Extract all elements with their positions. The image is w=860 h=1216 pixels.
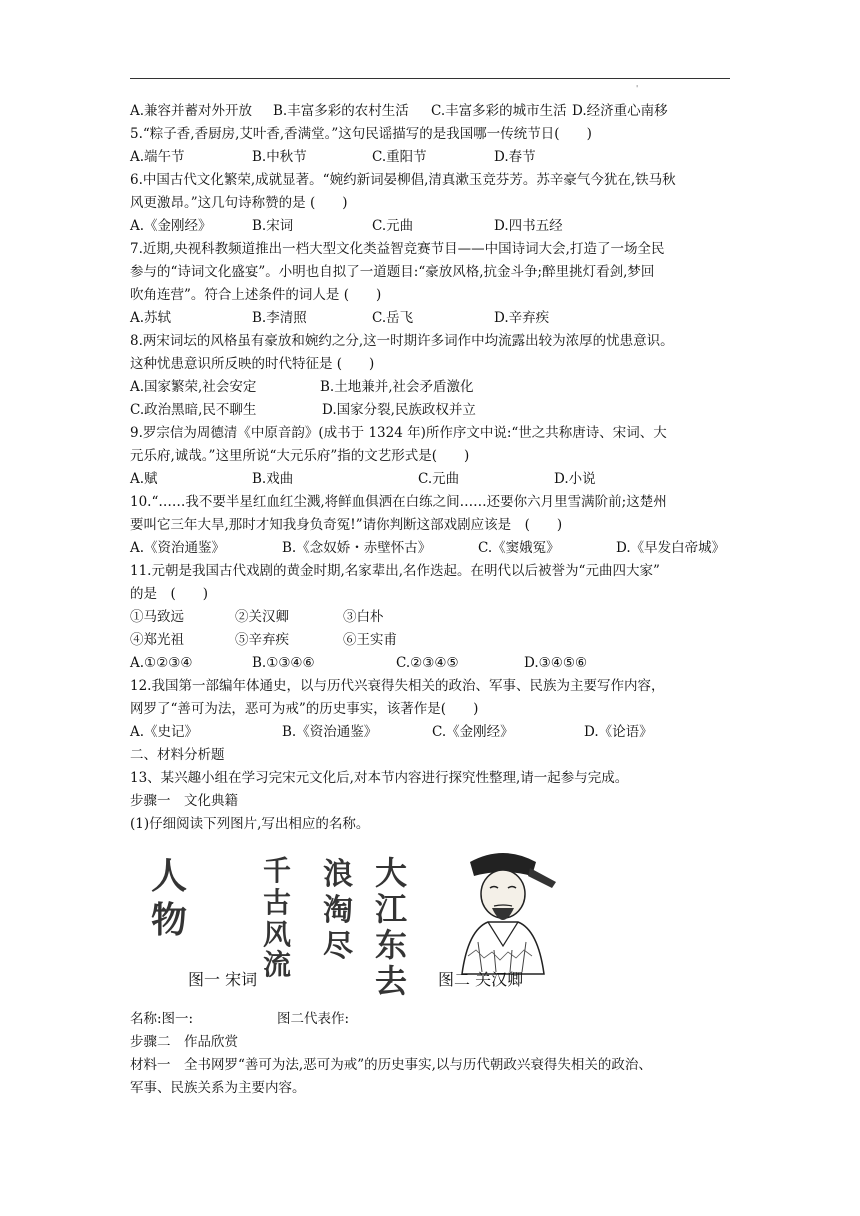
- figure1-name-label: 名称:图一:: [130, 1011, 194, 1027]
- step1-title: 步骤一 文化典籍: [130, 793, 238, 809]
- q11-option-b: B.①③④⑥: [252, 655, 315, 671]
- q6-option-b: B.宋词: [252, 218, 294, 234]
- q6-options: [130, 215, 740, 238]
- calligraphy-column-4: 人 物: [151, 855, 188, 941]
- q7-stem-line3: 吹角连营”。符合上述条件的词人是 ( ): [130, 287, 382, 303]
- calligraphy-column-2: 浪 淘 尽: [323, 857, 353, 964]
- q10-option-a: A.《资治通鉴》: [130, 540, 226, 556]
- q11-items-row2: [130, 629, 740, 652]
- q4-option-b: B.丰富多彩的农村生活: [273, 103, 409, 119]
- header-rule: [130, 78, 730, 79]
- q12-option-a: A.《史记》: [130, 724, 199, 740]
- question-content: [130, 100, 740, 1100]
- q9-option-c: C.元曲: [418, 471, 460, 487]
- q7-option-a: A.苏轼: [130, 310, 172, 326]
- q11-item-3: ③白朴: [343, 609, 384, 625]
- q4-option-a: A.兼容并蓄对外开放: [130, 103, 253, 119]
- q6-stem-line1: 6.中国古代文化繁荣,成就显著。“婉约新词晏柳倡,清真漱玉竞芬芳。苏辛豪气今犹在,铁马秋: [130, 172, 676, 188]
- q13-stem: 13、某兴趣小组在学习完宋元文化后,对本节内容进行探究性整理,请一起参与完成。: [130, 770, 629, 786]
- q12-option-d: D.《论语》: [584, 724, 653, 740]
- figure1-caption: 图一 宋词: [188, 970, 258, 989]
- q6-option-a: A.《金刚经》: [130, 218, 212, 234]
- q8-stem-line2: 这种忧患意识所反映的时代特征是 ( ): [130, 356, 375, 372]
- q5-option-b: B.中秋节: [252, 149, 307, 165]
- header-mark: ': [636, 84, 639, 93]
- q7-option-c: C.岳飞: [372, 310, 414, 326]
- q9-option-a: A.赋: [130, 471, 158, 487]
- q9-option-b: B.戏曲: [252, 471, 294, 487]
- q10-stem-line2: 要叫它三年大旱,那时才知我身负奇冤!”请你判断这部戏剧应该是 ( ): [130, 517, 563, 533]
- q7-option-d: D.辛弃疾: [494, 310, 550, 326]
- names-line: [130, 1008, 740, 1031]
- q12-stem-line2: 网罗了“善可为法，恶可为戒”的历史事实，该著作是( ): [130, 701, 479, 717]
- q10-option-c: C.《窦娥冤》: [478, 540, 560, 556]
- q11-option-a: A.①②③④: [130, 655, 193, 671]
- figures-area: [130, 846, 740, 1008]
- q8-option-a: A.国家繁荣,社会安定: [130, 379, 257, 395]
- figure2-caption: 图二 关汉卿: [438, 970, 524, 989]
- q9-option-d: D.小说: [554, 471, 596, 487]
- q10-option-b: B.《念奴娇・赤壁怀古》: [282, 540, 432, 556]
- calligraphy-text: 大 江 东 去: [375, 854, 408, 1000]
- q7-stem-line2: 参与的“诗词文化盛宴”。小明也自拟了一道题目:“豪放风格,抗金斗争;醉里挑灯看剑,梦回: [130, 264, 655, 280]
- q11-item-1: ①马致远: [130, 609, 184, 625]
- q6-option-d: D.四书五经: [494, 218, 563, 234]
- q11-stem-line1: 11.元朝是我国古代戏剧的黄金时期,名家辈出,名作迭起。在明代以后被誉为“元曲四大家”: [130, 563, 660, 579]
- q4-options: [130, 100, 740, 123]
- q4-option-c: C.丰富多彩的城市生活: [431, 103, 567, 119]
- q8-option-c: C.政治黑暗,民不聊生: [130, 402, 257, 418]
- q7-stem-line1: 7.近期,央视科教频道推出一档大型文化类益智竞赛节目——中国诗词大会,打造了一场全民: [130, 241, 665, 257]
- q10-option-d: D.《早发白帝城》: [616, 540, 726, 556]
- q4-option-d: D.经济重心南移: [572, 103, 668, 119]
- q11-options: [130, 652, 740, 675]
- q7-option-b: B.李清照: [252, 310, 307, 326]
- q8-options-row1: [130, 376, 740, 399]
- q8-options-row2: [130, 399, 740, 422]
- figure2-work-label: 图二代表作:: [277, 1011, 350, 1027]
- q11-item-2: ②关汉卿: [235, 609, 289, 625]
- material1-line1: 材料一 全书网罗“善可为法,恶可为戒”的历史事实,以与历代朝政兴衰得失相关的政治、: [130, 1057, 652, 1073]
- q12-option-c: C.《金刚经》: [432, 724, 514, 740]
- step1-task: (1)仔细阅读下列图片,写出相应的名称。: [130, 816, 370, 832]
- section-heading: 二、材料分析题: [130, 747, 225, 763]
- q11-option-d: D.③④⑤⑥: [524, 655, 588, 671]
- q11-items-row1: [130, 606, 740, 629]
- guan-hanqing-portrait-image: [438, 846, 568, 974]
- q6-option-c: C.元曲: [372, 218, 414, 234]
- calligraphy-column-3: 千 古 风 流: [263, 854, 292, 981]
- q6-stem-line2: 风更激昂。”这几句诗称赞的是 ( ): [130, 195, 348, 211]
- q7-options: [130, 307, 740, 330]
- step2-title: 步骤二 作品欣赏: [130, 1034, 238, 1050]
- q11-item-6: ⑥王实甫: [343, 632, 397, 648]
- q8-option-b: B.土地兼并,社会矛盾激化: [320, 379, 474, 395]
- q5-option-c: C.重阳节: [372, 149, 427, 165]
- q11-item-4: ④郑光祖: [130, 632, 184, 648]
- q5-option-d: D.春节: [494, 149, 536, 165]
- q11-stem-line2: 的是 ( ): [130, 586, 209, 602]
- q8-option-d: D.国家分裂,民族政权并立: [322, 402, 476, 418]
- q11-option-c: C.②③④⑤: [396, 655, 459, 671]
- q9-options: [130, 468, 740, 491]
- q5-option-a: A.端午节: [130, 149, 185, 165]
- material1-line2: 军事、民族关系为主要内容。: [130, 1080, 306, 1096]
- q9-stem-line2: 元乐府,诚哉。”这里所说“大元乐府”指的文艺形式是( ): [130, 448, 470, 464]
- q12-options: [130, 721, 740, 744]
- q12-option-b: B.《资治通鉴》: [282, 724, 378, 740]
- q10-stem-line1: 10.“……我不要半星红血红尘溅,将鲜血俱洒在白练之间……还要你六月里雪满阶前;这楚州: [130, 494, 667, 510]
- q11-item-5: ⑤辛弃疾: [235, 632, 289, 648]
- q10-options: [130, 537, 740, 560]
- q8-stem-line1: 8.两宋词坛的风格虽有豪放和婉约之分,这一时期许多词作中均流露出较为浓厚的忧患意识。: [130, 333, 674, 349]
- q5-options: [130, 146, 740, 169]
- q9-stem-line1: 9.罗宗信为周德清《中原音韵》(成书于 1324 年)所作序文中说:“世之共称唐诗、宋词、大: [130, 425, 667, 441]
- q12-stem-line1: 12.我国第一部编年体通史，以与历代兴衰得失相关的政治、军事、民族为主要写作内容，: [130, 678, 665, 694]
- q5-stem: 5.“粽子香,香厨房,艾叶香,香满堂。”这句民谣描写的是我国哪一传统节日( ): [130, 126, 592, 142]
